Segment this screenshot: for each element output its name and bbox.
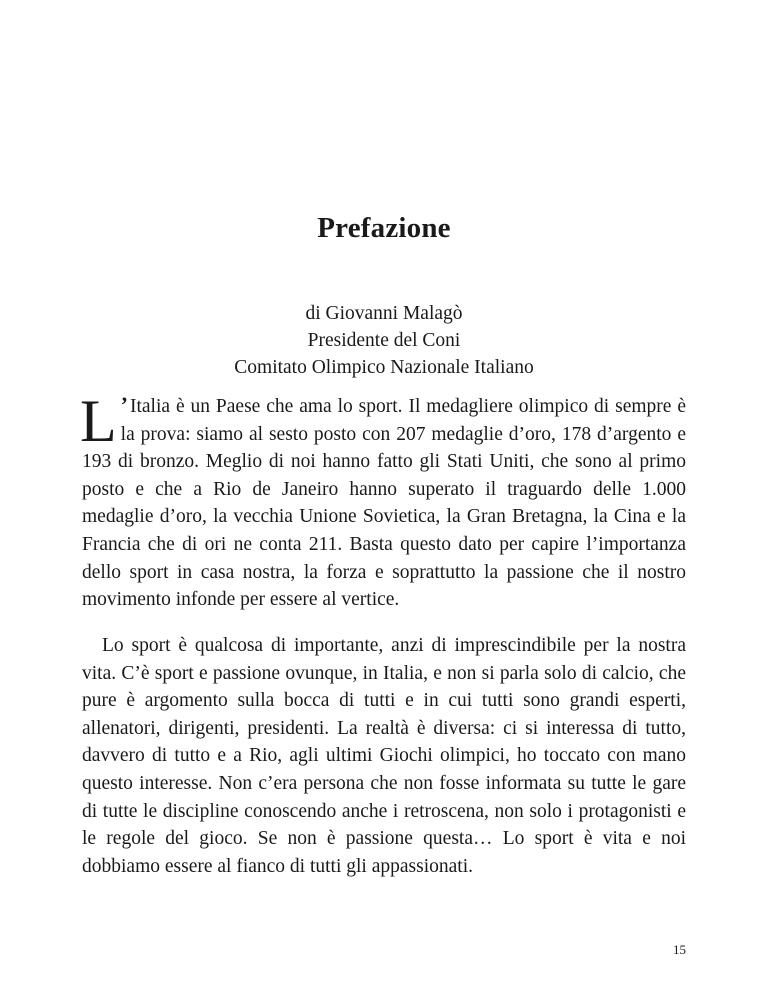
- page-number: 15: [673, 942, 686, 957]
- drop-cap-apostrophe: ’: [120, 392, 128, 417]
- paragraph-1: [80, 388, 686, 614]
- chapter-title: Prefazione: [317, 212, 451, 244]
- byline-organization: Comitato Olimpico Nazionale Italiano: [234, 357, 534, 378]
- drop-cap: L: [80, 388, 117, 454]
- paragraph-2: Lo sport è qualcosa di importante, anzi di imprescindibile per la nostra vita. C’è sport e passione ovunque, in Italia, e non si parla solo di calcio, che pure è argomento sulla bocca di tutti e in cui tutti sono grandi esperti, allenatori, dirigenti, presidenti. La realtà è diversa: ci si interessa di tutto, davvero di tutto e a Rio, agli ultimi Giochi olimpici, ho toccato con mano questo interesse. Non c’era persona che non fosse informata su tutte le gare di tutte le discipline conoscendo anche i retroscena, non solo i protagonisti e le regole del gioco. Se non è passione questa… Lo sport è vita e noi dobbiamo essere al fianco di tutti gli appassionati.: [82, 635, 686, 877]
- author-byline: [0, 300, 768, 381]
- byline-author: di Giovanni Malagò: [305, 303, 463, 324]
- paragraph-1-text: Italia è un Paese che ama lo sport. Il medagliere olimpico di sempre è la prova: siamo al sesto posto con 207 medaglie d’oro, 178 d’argento e 193 di bronzo. Meglio di noi hanno fatto gli Stati Uniti, che sono al primo posto e che a Rio de Janeiro hanno superato il traguardo delle 1.000 medaglie d’oro, la vecchia Unione Sovietica, la Gran Bretagna, la Cina e la Francia che di ori ne conta 211. Basta questo dato per capire l’importanza dello sport in casa nostra, la forza e soprattutto la passione che il nostro movimento infonde per essere al vertice.: [82, 396, 686, 611]
- byline-role: Presidente del Coni: [307, 330, 461, 351]
